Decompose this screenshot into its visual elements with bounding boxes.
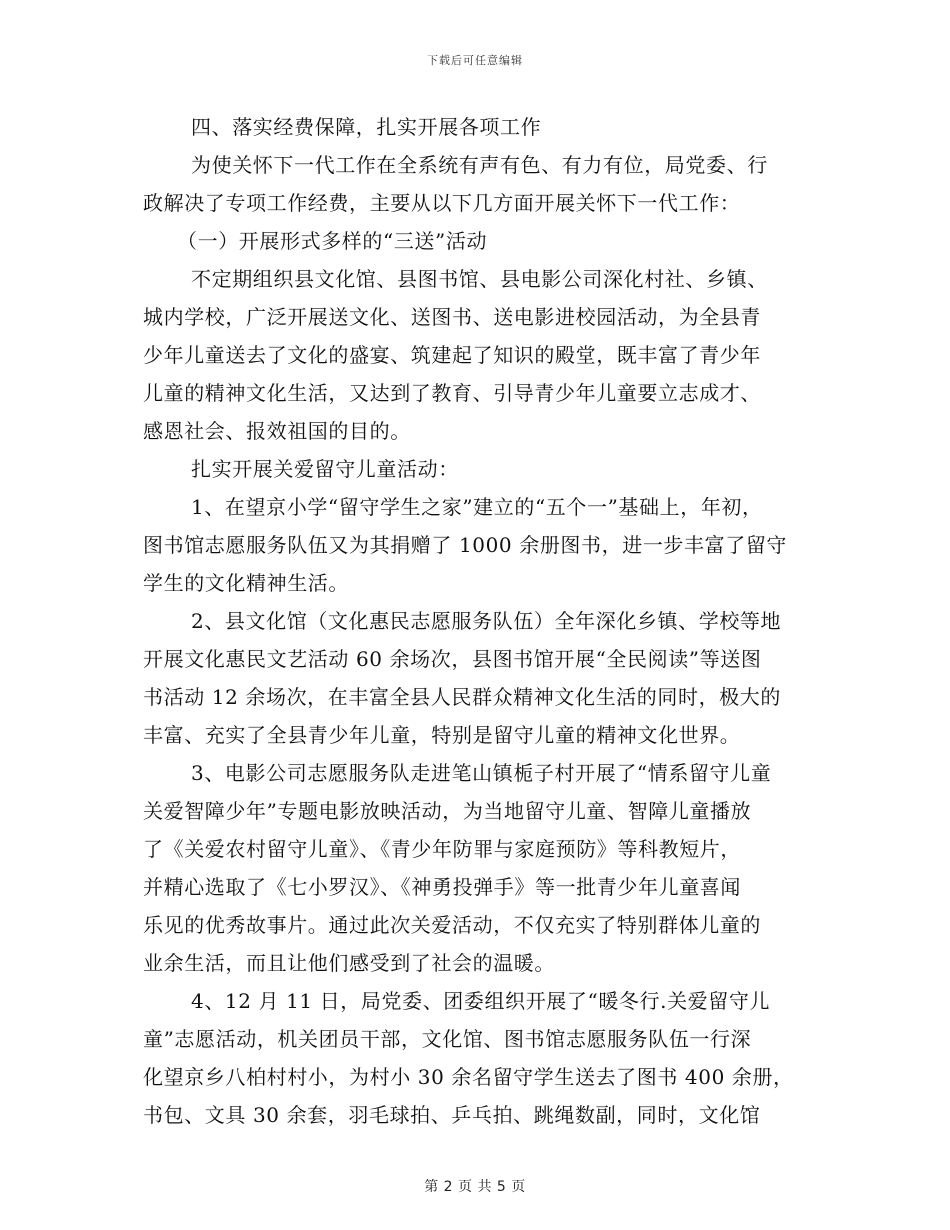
paragraph-line: 扎实开展关爱留守儿童活动： (191, 457, 459, 481)
paragraph-line: 乐见的优秀故事片。通过此次关爱活动，不仅充实了特别群体儿童的 (143, 913, 761, 937)
paragraph-line: 4、12 月 11 日，局党委、团委组织开展了“暖冬行.关爱留守儿 (191, 989, 771, 1013)
subsection-heading: （一）开展形式多样的“三送”活动 (177, 229, 488, 253)
paragraph-line: 为使关怀下一代工作在全系统有声有色、有力有位，局党委、行 (191, 153, 768, 177)
paragraph-line: 关爱智障少年”专题电影放映活动，为当地留守儿童、智障儿童播放 (143, 799, 752, 823)
paragraph-line: 丰富、充实了全县青少年儿童，特别是留守儿童的精神文化世界。 (143, 723, 741, 747)
paragraph-line: 儿童的精神文化生活，又达到了教育、引导青少年儿童要立志成才、 (143, 381, 761, 405)
paragraph-line: 书包、文具 30 余套，羽毛球拍、乒乓拍、跳绳数副，同时，文化馆 (143, 1103, 761, 1127)
page-header-note: 下载后可任意编辑 (427, 54, 523, 67)
paragraph-line: 1、在望京小学“留守学生之家”建立的“五个一”基础上，年初， (191, 495, 763, 519)
paragraph-line: 了《关爱农村留守儿童》、《青少年防罪与家庭预防》等科教短片， (143, 837, 741, 861)
paragraph-line: 童”志愿活动，机关团员干部，文化馆、图书馆志愿服务队伍一行深 (143, 1027, 752, 1051)
paragraph-line: 政解决了专项工作经费，主要从以下几方面开展关怀下一代工作： (143, 191, 741, 215)
paragraph-line: 图书馆志愿服务队伍又为其捐赠了 1000 余册图书，进一步丰富了留守 (143, 533, 788, 557)
paragraph-line: 开展文化惠民文艺活动 60 余场次，县图书馆开展“全民阅读”等送图 (143, 647, 762, 671)
paragraph-line: 少年儿童送去了文化的盛宴、筑建起了知识的殿堂，既丰富了青少年 (143, 343, 761, 367)
paragraph-line: 感恩社会、报效祖国的目的。 (143, 419, 411, 443)
paragraph-line: 并精心选取了《七小罗汉》、《神勇投弹手》等一批青少年儿童喜闻 (143, 875, 741, 899)
section-heading: 四、落实经费保障，扎实开展各项工作 (191, 115, 542, 139)
paragraph-line: 城内学校，广泛开展送文化、送图书、送电影进校园活动，为全县青 (143, 305, 761, 329)
paragraph-line: 3、电影公司志愿服务队走进笔山镇栀子村开展了“情系留守儿童 (191, 761, 772, 785)
paragraph-line: 2、县文化馆（文化惠民志愿服务队伍）全年深化乡镇、学校等地 (191, 609, 782, 633)
page-number: 第 2 页 共 5 页 (424, 1179, 526, 1195)
document-body (143, 112, 813, 1138)
paragraph-line: 业余生活，而且让他们感受到了社会的温暖。 (143, 951, 555, 975)
paragraph-line: 化望京乡八柏村村小，为村小 30 余名留守学生送去了图书 400 余册， (143, 1065, 794, 1089)
paragraph-line: 书活动 12 余场次，在丰富全县人民群众精神文化生活的同时，极大的 (143, 685, 781, 709)
paragraph-line: 学生的文化精神生活。 (143, 571, 349, 595)
paragraph-line: 不定期组织县文化馆、县图书馆、县电影公司深化村社、乡镇、 (191, 267, 768, 291)
